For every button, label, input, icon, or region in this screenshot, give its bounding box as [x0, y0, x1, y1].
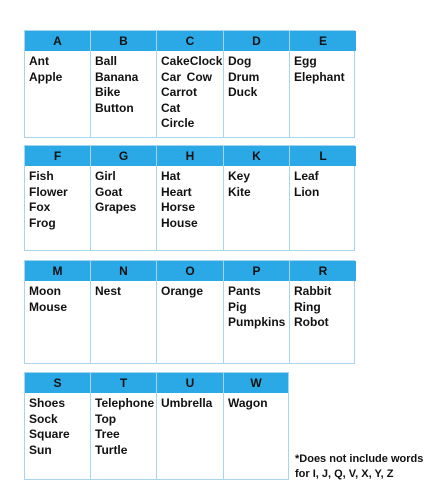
- letter-header-d: D: [224, 31, 289, 51]
- word-item: Horse: [161, 200, 196, 214]
- word-item: Fish: [29, 169, 54, 183]
- letter-column-a: [25, 31, 91, 137]
- letter-header-s: S: [25, 373, 90, 393]
- word-item: Pumpkins: [228, 315, 286, 329]
- letter-header-p: P: [224, 261, 289, 281]
- word-item: Moon: [29, 284, 61, 298]
- word-item: Top: [95, 411, 117, 426]
- word-pair-row: [161, 54, 223, 70]
- word-item: Leaf: [294, 169, 319, 183]
- word-item: Clock: [189, 54, 223, 68]
- letter-column-t: [91, 373, 157, 479]
- word-item: Ant: [29, 54, 49, 68]
- letter-header-u: U: [157, 373, 223, 393]
- letter-column-p: [224, 261, 290, 363]
- word-list-l: [290, 166, 356, 200]
- letter-column-r: [290, 261, 356, 363]
- word-list-p: [224, 281, 289, 331]
- word-list-n: [91, 281, 156, 300]
- word-item: Cat: [161, 100, 181, 115]
- letter-column-l: [290, 146, 356, 250]
- word-list-r: [290, 281, 356, 331]
- word-item: Button: [95, 100, 134, 115]
- word-list-t: [91, 393, 156, 458]
- letter-header-c: C: [157, 31, 223, 51]
- letter-header-n: N: [91, 261, 156, 281]
- word-item: Telephone: [95, 396, 155, 410]
- word-item: Grapes: [95, 200, 137, 214]
- word-list-w: [224, 393, 288, 412]
- word-list-a: [25, 51, 90, 85]
- word-item: Tree: [95, 427, 120, 441]
- word-list-g: [91, 166, 156, 216]
- word-item: Key: [228, 169, 251, 183]
- word-pair-row: [161, 70, 219, 86]
- word-list-h: [157, 166, 223, 231]
- word-item: Kite: [228, 184, 251, 199]
- word-list-e: [290, 51, 356, 85]
- letter-column-b: [91, 31, 157, 137]
- word-item: Ball: [95, 54, 118, 68]
- letter-group-m-r: [24, 260, 355, 364]
- letter-header-f: F: [25, 146, 90, 166]
- word-item: Duck: [228, 85, 258, 99]
- letter-column-c: [157, 31, 224, 137]
- word-item: Sun: [29, 442, 52, 457]
- letter-header-r: R: [290, 261, 356, 281]
- word-item: Lion: [294, 184, 320, 199]
- letter-column-d: [224, 31, 290, 137]
- letter-header-g: G: [91, 146, 156, 166]
- word-list-o: [157, 281, 223, 300]
- footnote-line: *Does not include words: [295, 453, 424, 465]
- word-item: Orange: [161, 284, 204, 298]
- footnote-line: for I, J, Q, V, X, Y, Z: [295, 468, 394, 480]
- word-item: Fox: [29, 200, 51, 214]
- letter-header-m: M: [25, 261, 90, 281]
- word-item: Pants: [228, 284, 261, 298]
- word-item: Square: [29, 427, 70, 441]
- letter-column-f: [25, 146, 91, 250]
- word-item: Mouse: [29, 299, 68, 314]
- word-item: Cake: [161, 54, 190, 68]
- word-item: Robot: [294, 315, 329, 329]
- word-item: Bike: [95, 85, 121, 99]
- word-item: Girl: [95, 169, 116, 183]
- letter-group-f-l: [24, 145, 355, 251]
- letter-header-a: A: [25, 31, 90, 51]
- letter-column-m: [25, 261, 91, 363]
- word-item: House: [161, 215, 198, 230]
- word-item: Sock: [29, 411, 58, 426]
- letter-column-o: [157, 261, 224, 363]
- word-item: Umbrella: [161, 396, 213, 410]
- footnote: [295, 452, 435, 482]
- word-item: Wagon: [228, 396, 268, 410]
- letter-column-s: [25, 373, 91, 479]
- word-list-c: [157, 51, 223, 132]
- word-item: Car: [161, 69, 182, 84]
- letter-column-n: [91, 261, 157, 363]
- word-item: Heart: [161, 184, 192, 199]
- word-item: Frog: [29, 215, 56, 230]
- word-item: Carrot: [161, 85, 198, 99]
- word-item: Apple: [29, 69, 63, 84]
- word-item: Rabbit: [294, 284, 332, 298]
- word-item: Ring: [294, 299, 321, 314]
- word-list-k: [224, 166, 289, 200]
- word-item: Dog: [228, 54, 252, 68]
- word-list-m: [25, 281, 90, 315]
- letter-header-o: O: [157, 261, 223, 281]
- letter-header-l: L: [290, 146, 356, 166]
- letter-column-k: [224, 146, 290, 250]
- letter-group-a-e: [24, 30, 355, 138]
- letter-header-h: H: [157, 146, 223, 166]
- word-item: Drum: [228, 69, 260, 84]
- letter-column-g: [91, 146, 157, 250]
- word-list-b: [91, 51, 156, 116]
- word-item: Cow: [186, 69, 212, 84]
- word-list-f: [25, 166, 90, 231]
- letter-column-h: [157, 146, 224, 250]
- word-item: Elephant: [294, 69, 345, 84]
- word-item: Hat: [161, 169, 181, 183]
- word-list-d: [224, 51, 289, 101]
- word-item: Shoes: [29, 396, 66, 410]
- letter-group-s-w: [24, 372, 289, 480]
- letter-column-w: [224, 373, 288, 479]
- letter-column-e: [290, 31, 356, 137]
- word-list-s: [25, 393, 90, 458]
- letter-header-b: B: [91, 31, 156, 51]
- word-item: Turtle: [95, 442, 128, 457]
- letter-header-e: E: [290, 31, 356, 51]
- letter-column-u: [157, 373, 224, 479]
- word-list-u: [157, 393, 223, 412]
- letter-header-w: W: [224, 373, 288, 393]
- word-item: Egg: [294, 54, 317, 68]
- word-item: Nest: [95, 284, 122, 298]
- letter-header-k: K: [224, 146, 289, 166]
- word-item: Flower: [29, 184, 68, 199]
- word-item: Circle: [161, 116, 195, 130]
- letter-header-t: T: [91, 373, 156, 393]
- word-item: Goat: [95, 184, 123, 199]
- word-item: Banana: [95, 69, 139, 84]
- word-item: Pig: [228, 299, 247, 314]
